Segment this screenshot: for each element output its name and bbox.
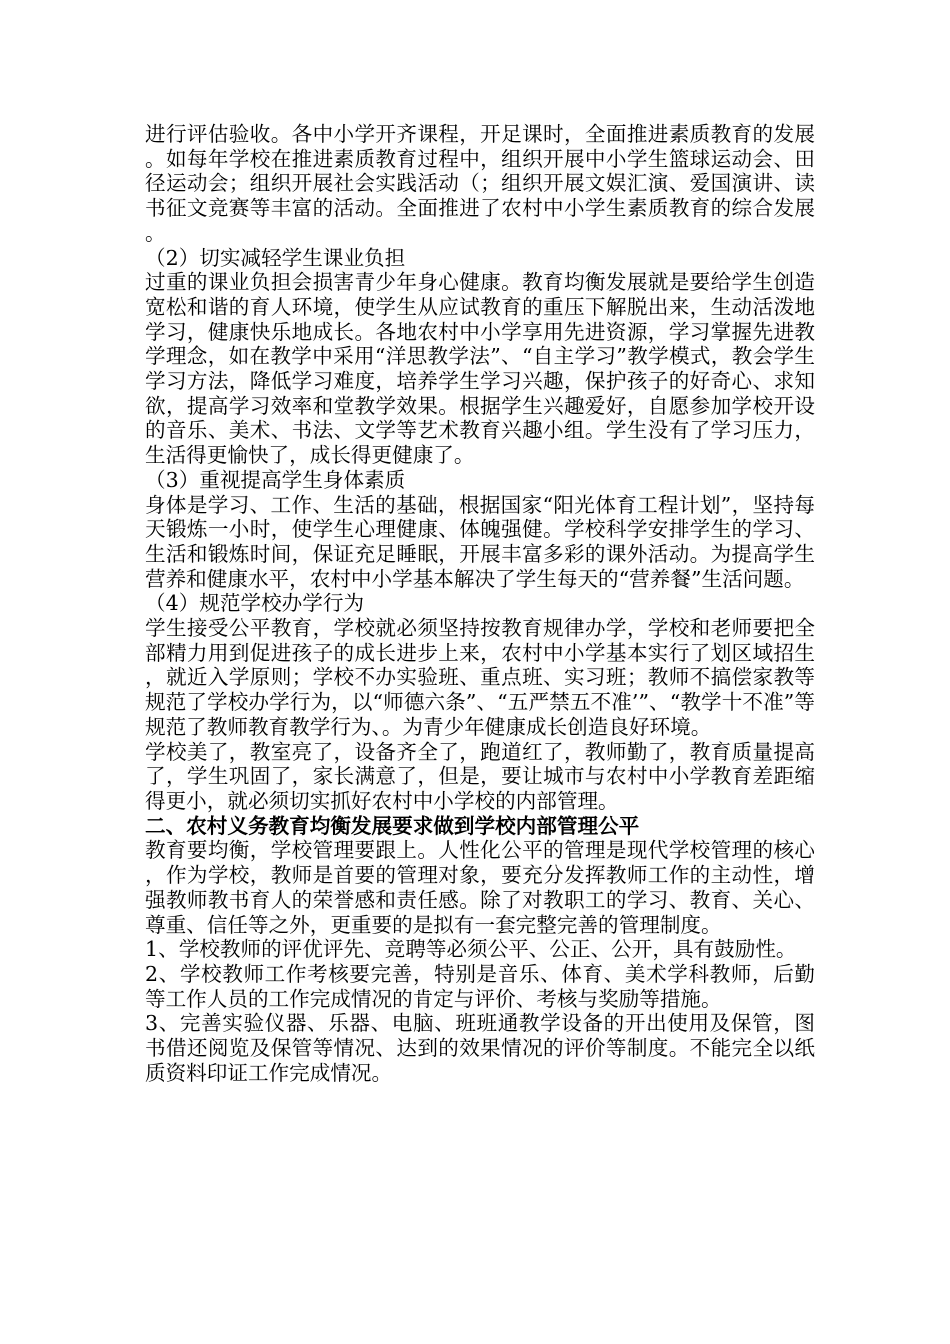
list-item-3-equipment-management: 3、完善实验仪器、乐器、电脑、班班通教学设备的开出使用及保管，图书借还阅览及保管等情况、达到的效果情况的评价等制度。不能完全以纸质资料印证工作完成情况。 [145, 1011, 815, 1085]
list-item-1-evaluation-fairness: 1、学校教师的评优评先、竞聘等必须公平、公正、公开，具有鼓励性。 [145, 937, 797, 962]
subheading-reduce-burden: （2）切实减轻学生课业负担 [145, 245, 406, 270]
paragraph-internal-management-intro: 学校美了，教室亮了，设备齐全了，跑道红了，教师勤了，教育质量提高了，学生巩固了，家长满意了，但是，要让城市与农村中小学教育差距缩得更小，就必须切实抓好农村中小学校的内部管理。 [145, 739, 815, 813]
list-item-2-teacher-assessment: 2、学校教师工作考核要完善，特别是音乐、体育、美术学科教师，后勤等工作人员的工作完成情况的肯定与评价、考核与奖励等措施。 [145, 961, 815, 1011]
paragraph-reduce-burden: 过重的课业负担会损害青少年身心健康。教育均衡发展就是要给学生创造宽松和谐的育人环境，使学生从应试教育的重压下解脱出来，生动活泼地学习，健康快乐地成长。各地农村中小学享用先进资源，学习掌握先进教学理念，如在教学中采用“洋思教学法”、“自主学习”教学模式，教会学生学习方法，降低学习难度，培养学生学习兴趣，保护孩子的好奇心、求知欲，提高学习效率和堂教学效果。根据学生兴趣爱好，自愿参加学校开设的音乐、美术、书法、文学等艺术教育兴趣小组。学生没有了学习压力，生活得更愉快了，成长得更健康了。 [145, 270, 815, 468]
paragraph-management-balance: 教育要均衡，学校管理要跟上。人性化公平的管理是现代学校管理的核心，作为学校，教师是首要的管理对象，要充分发挥教师工作的主动性，增强教师教书育人的荣誉感和责任感。除了对教职工的学习、教育、关心、尊重、信任等之外，更重要的是拟有一套完整完善的管理制度。 [145, 838, 815, 937]
paragraph-regulate-school-conduct: 学生接受公平教育，学校就必须坚持按教育规律办学，学校和老师要把全部精力用到促进孩子的成长进步上来，农村中小学基本实行了划区域招生，就近入学原则；学校不办实验班、重点班、实习班；教师不搞偿家教等规范了学校办学行为，以“师德六条”、“五严禁五不准’”、“教学十不准”等规范了教师教育教学行为、。为青少年健康成长创造良好环境。 [145, 616, 815, 739]
paragraph-physical-fitness: 身体是学习、工作、生活的基础，根据国家“阳光体育工程计划”，坚持每天锻炼一小时，使学生心理健康、体魄强健。学校科学安排学生的学习、生活和锻炼时间，保证充足睡眠，开展丰富多彩的课外活动。为提高学生营养和健康水平，农村中小学基本解决了学生每天的“营养餐”生活问题。 [145, 492, 815, 591]
section-heading-internal-management-fairness: 二、农村义务教育均衡发展要求做到学校内部管理公平 [145, 813, 640, 838]
document-page [145, 122, 815, 1085]
paragraph-quality-education-progress: 进行评估验收。各中小学开齐课程，开足课时，全面推进素质教育的发展。如每年学校在推进素质教育过程中，组织开展中小学生篮球运动会、田径运动会；组织开展社会实践活动（；组织开展文娱汇演、爱国演讲、读书征文竞赛等丰富的活动。全面推进了农村中小学生素质教育的综合发展。 [145, 122, 815, 245]
subheading-regulate-school-conduct: （4）规范学校办学行为 [145, 591, 365, 616]
subheading-physical-fitness: （3）重视提高学生身体素质 [145, 467, 406, 492]
